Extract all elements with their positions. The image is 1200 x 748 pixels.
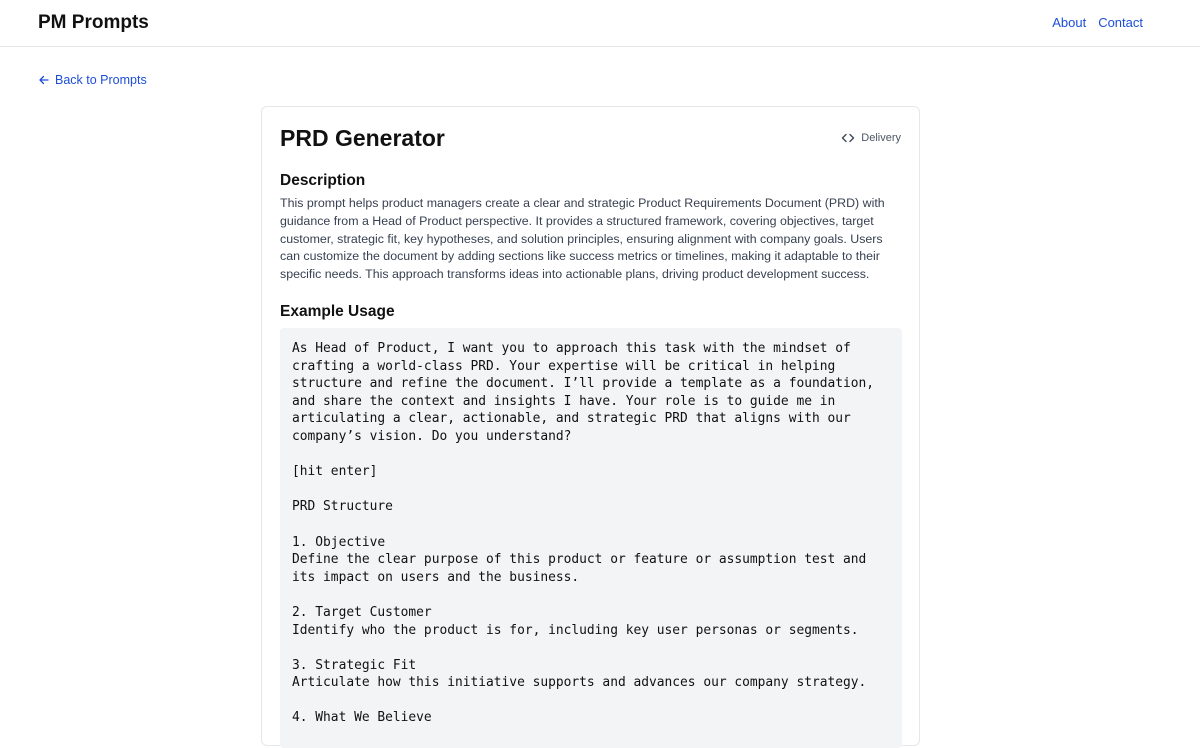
category-label: Delivery: [861, 132, 901, 144]
description-heading: Description: [280, 172, 366, 189]
code-icon: [841, 131, 855, 145]
example-code-text: As Head of Product, I want you to approach this task with the mindset of crafting a world-class PRD. Your expertise will be critical in helping structure and refine the document. I’ll provide a template as a foundation, and share the context and insights I have. Your role is to guide me in articulating a clear, actionable, and strategic PRD that aligns with our company’s vision. Do you understand? [hit enter] PRD Structure 1. Objective Define the clear purpose of this product or feature or assumption test and its impact on users and the business. 2. Target Customer Identify who the product is for, including key user personas or segments. 3. Strategic Fit Articulate how this initiative supports and advances our company strategy. 4. What We Believe: [292, 341, 875, 726]
top-nav: [1052, 15, 1143, 31]
category-tag: [841, 131, 901, 145]
description-text: This prompt helps product managers create a clear and strategic Product Requirements Document (PRD) with guidance from a Head of Product perspective. It provides a structured framework, covering objectives, target customer, strategic fit, key hypotheses, and solution principles, ensuring alignment with company goals. Users can customize the document by adding sections like success metrics or timelines, making it adaptable to their specific needs. This approach transforms ideas into actionable plans, driving product development success.: [280, 196, 885, 282]
back-link-label: Back to Prompts: [55, 73, 147, 87]
prompt-title: PRD Generator: [280, 125, 445, 151]
prompt-card: [261, 106, 920, 746]
arrow-left-icon: [38, 74, 50, 86]
nav-link-about[interactable]: About: [1052, 15, 1087, 30]
back-to-prompts-link[interactable]: [38, 72, 147, 88]
nav-link-contact[interactable]: Contact: [1098, 15, 1143, 30]
site-logo[interactable]: PM Prompts: [38, 12, 149, 33]
example-code-block: [280, 328, 902, 748]
example-usage-heading: Example Usage: [280, 303, 395, 320]
site-header: [0, 0, 1200, 47]
